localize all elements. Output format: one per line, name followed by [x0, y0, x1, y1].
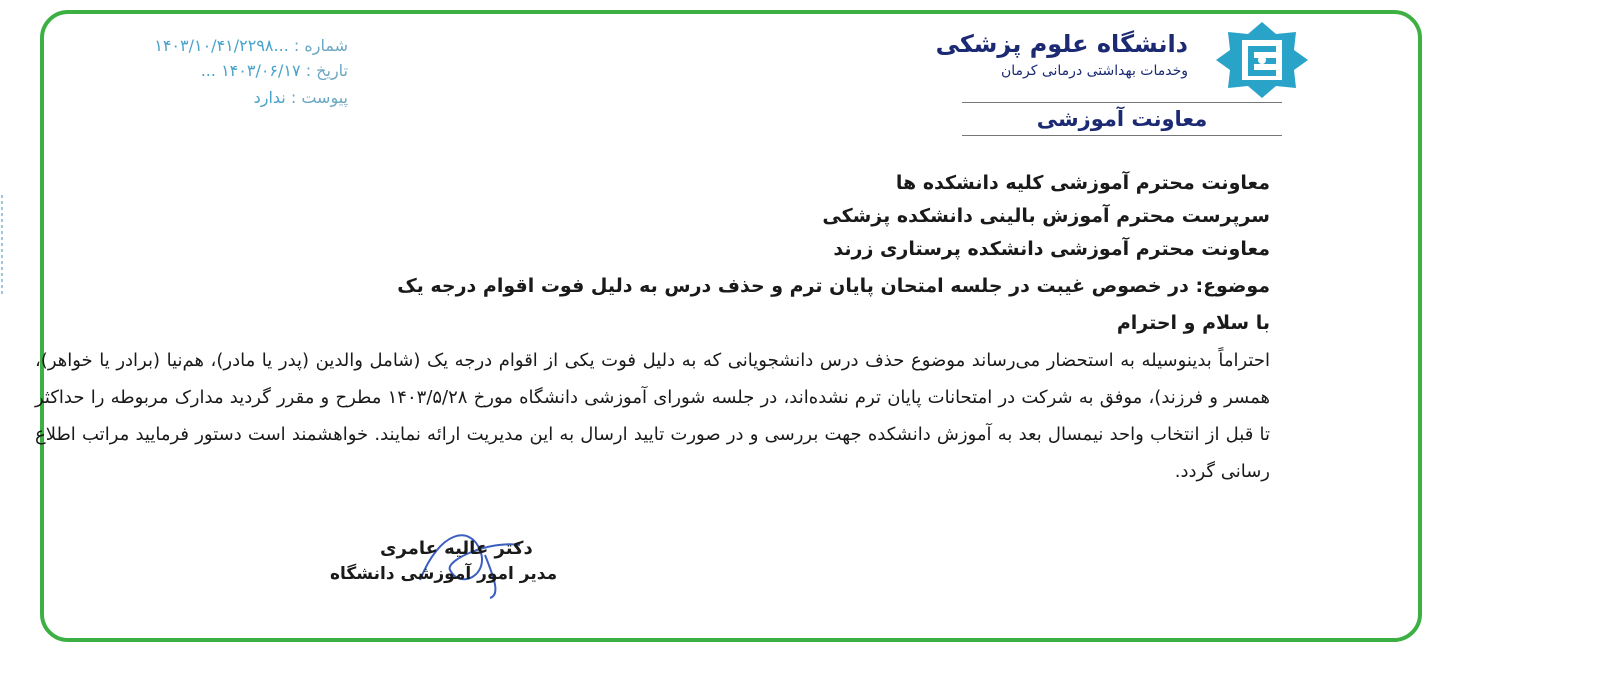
addressee-1: معاونت محترم آموزشی کلیه دانشکده ها [895, 172, 1270, 194]
signer-name: دکتر عالیه عامری [380, 538, 533, 559]
signature-icon [400, 520, 560, 600]
number-value: ...۱۴۰۳/۱۰/۴۱/۲۲۹۸ [154, 36, 289, 55]
department-title: معاونت آموزشی [962, 102, 1282, 136]
addressee-2: سرپرست محترم آموزش بالینی دانشکده پزشکی [822, 205, 1270, 227]
addressee-3: معاونت محترم آموزشی دانشکده پرستاری زرند [833, 238, 1270, 260]
signer-title: مدیر امور آموزشی دانشگاه [330, 564, 558, 584]
letter-number [154, 36, 348, 55]
university-name: دانشگاه علوم پزشکی [935, 30, 1188, 58]
subject-line: موضوع: در خصوص غیبت در جلسه امتحان پایان ترم و حذف درس به دلیل فوت اقوام درجه یک [397, 275, 1270, 297]
date-value: ۱۴۰۳/۰۶/۱۷ ... [200, 61, 301, 80]
date-label: تاریخ : [305, 61, 348, 80]
number-label: شماره : [293, 36, 348, 55]
university-logo-icon [1202, 20, 1322, 100]
attachment-label: پیوست : [290, 88, 348, 107]
university-subtitle: وخدمات بهداشتی درمانی کرمان [1000, 63, 1188, 79]
letter-body: احتراماً بدینوسیله به استحضار می‌رساند موضوع حذف درس دانشجویانی که به دلیل فوت یکی از اقوام درجه یک (شامل والدین (پدر یا مادر)، هم‌نیا (برادر یا خواهر)، همسر و فرزند)، موفق به شرکت در امتحانات پایان ترم نشده‌اند، در جلسه شورای آموزشی دانشگاه مورخ ۱۴۰۳/۵/۲۸ مطرح و مقرر گردید مدارک مربوطه را حداکثر تا قبل از انتخاب واحد نیمسال بعد به آموزش دانشکده جهت بررسی و در صورت تایید ارسال به این مدیریت ارائه نمایند. خواهشمند است دستور فرمایید مراتب اطلاع رسانی گردد. [35, 350, 1271, 482]
letter-attachment [254, 88, 348, 107]
letter-date [201, 61, 348, 80]
greeting: با سلام و احترام [1116, 312, 1270, 334]
side-margin-mark [0, 195, 4, 295]
attachment-value: ندارد [253, 88, 286, 107]
